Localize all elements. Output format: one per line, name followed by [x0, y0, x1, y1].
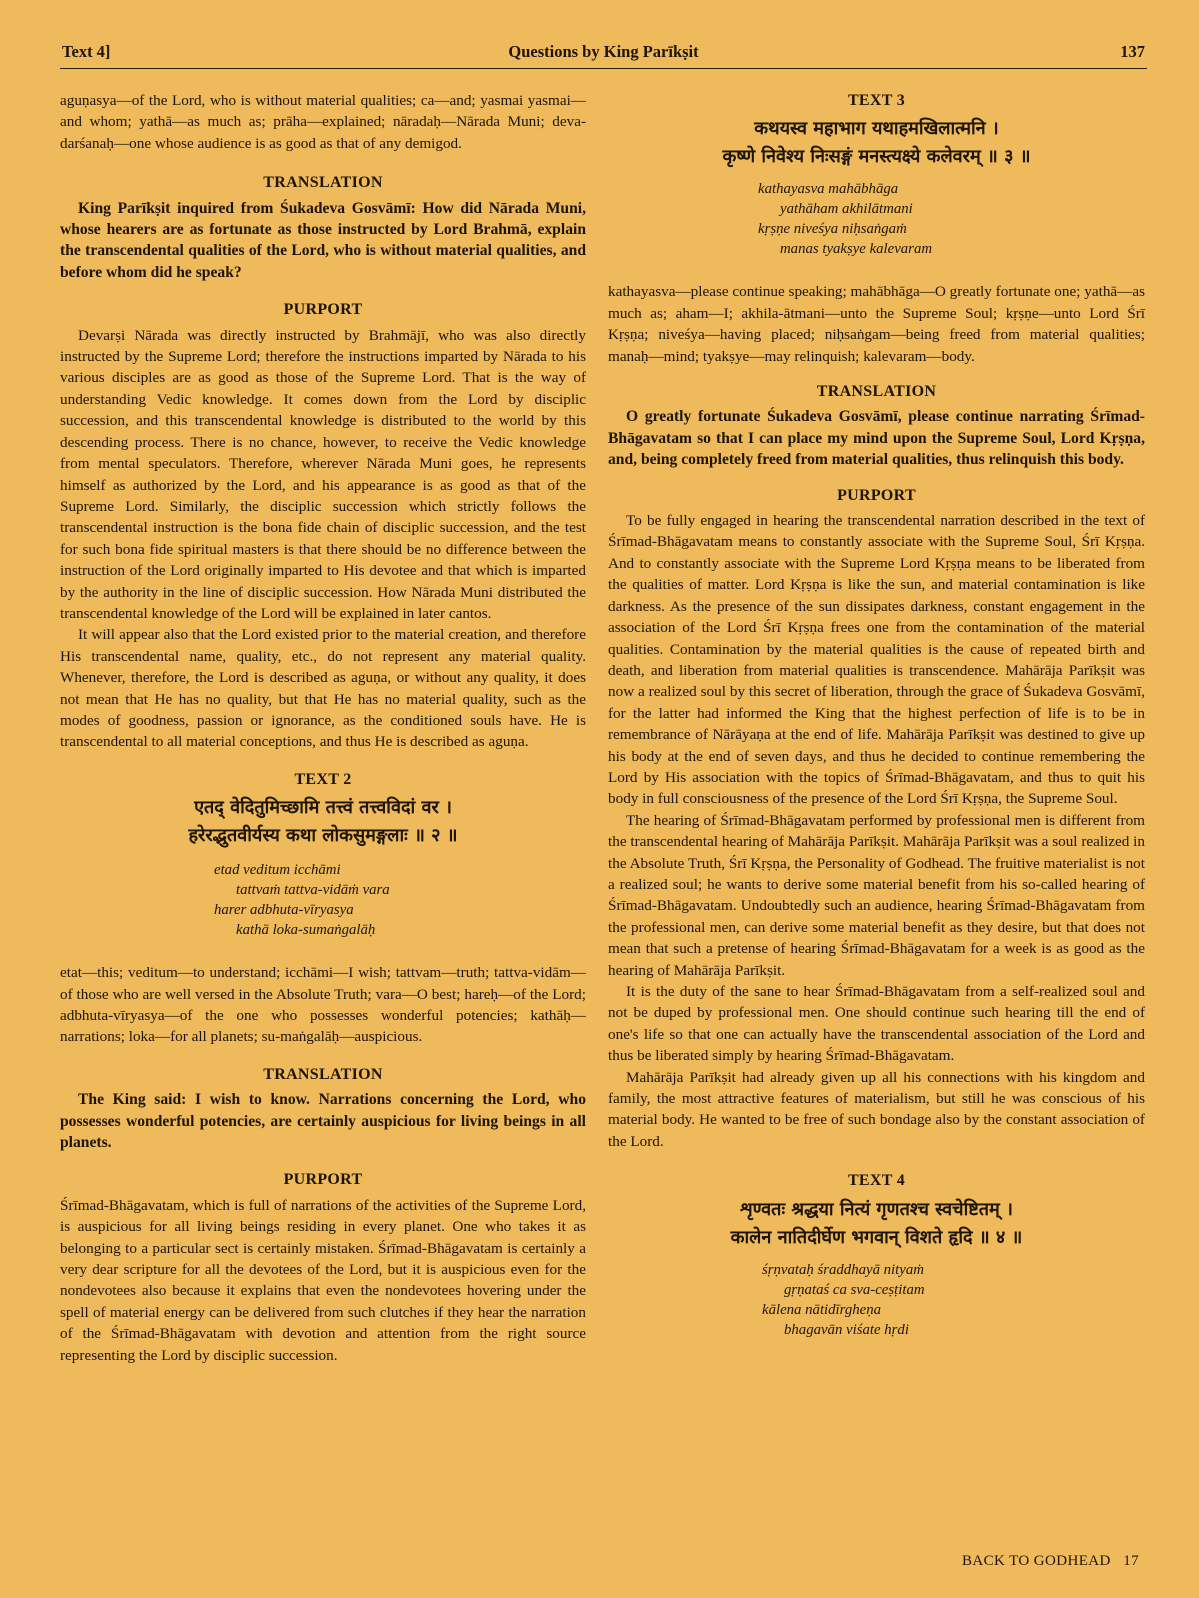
text-4-sanskrit [608, 1196, 1145, 1252]
verse-line: etad veditum icchāmi [214, 862, 341, 879]
purport-3-para-4: Mahārāja Parīkṣit had already given up all his connections with his kingdom and family, the most attractive features of materialism, but still he was conscious of his material body. He wanted to be free of such bondage also by the constant association of the Lord. [608, 1068, 1145, 1150]
purport-heading-2: PURPORT [283, 1171, 363, 1189]
purport-3-para-1: To be fully engaged in hearing the transcendental narration described in the text of Śrīmad-Bhāgavatam means to constantly associate with the Supreme Soul, Śrī Kṛṣṇa. And to constantly associate with the Supreme Lord Kṛṣṇa means to be liberated from the qualities of matter. Lord Kṛṣṇa is like the sun, and material contamination is like darkness. As the presence of the sun dissipates darkness, constant engagement in the association of the Lord Śrī Kṛṣṇa frees one from the contamination of the material qualities. Contamination by the material qualities is the cause of repeated birth and death, and liberation from material qualities is transcendence. Mahārāja Parīkṣit was now a realized soul by this secret of liberation, through the grace of Śukadeva Gosvāmī, for the latter had informed the King that the highest perfection of life is to be in remembrance of Nārāyaṇa at the end of life. Mahārāja Parīkṣit was destined to give up his body at the end of seven days, and thus he decided to continue remembering the Lord by His association with the topics of Śrīmad-Bhāgavatam, and thus to quit his body in full consciousness of the presence of the Lord Śrī Kṛṣṇa, the Supreme Soul. [608, 512, 1145, 808]
translation-1: King Parīkṣit inquired from Śukadeva Gosvāmī: How did Nārada Muni, whose hearers are as fortunate as those instructed by Lord Brahmā, explain the transcendental qualities of the Lord, who is without material qualities, and before whom did he speak? [60, 199, 586, 281]
purport-3-para-2: The hearing of Śrīmad-Bhāgavatam performed by professional men is different from the transcendental hearing of Mahārāja Parīkṣit. Mahārāja Parīkṣit was a soul realized in the Absolute Truth, Śrī Kṛṣṇa, the Personality of Godhead. The fruitive materialist is not a realized soul; he wants to derive some material benefit from his so-called hearing of Śrīmad-Bhāgavatam. Undoubtedly such an audience, hearing Śrīmad-Bhāgavatam from the professional men, can derive some material benefit as they desire, but that does not mean that such a pretense of hearing Śrīmad-Bhāgavatam for a week is as good as the hearing of Mahārāja Parīkṣit. [608, 811, 1145, 979]
translation-2: The King said: I wish to know. Narrations concerning the Lord, who possesses wonderful potencies, are certainly auspicious for living beings in all planets. [60, 1091, 586, 1152]
left-column [60, 90, 586, 1366]
verse-line: kālena nātidīrgheṇa [762, 1301, 882, 1318]
word-for-word-1: aguṇasya—of the Lord, who is without material qualities; ca—and; yasmai yasmai—and whom; yathā—as much as; prāha—explained; nāradaḥ—Nārada Muni; deva-darśanaḥ—one whose audience is as good as that of any demigod. [60, 92, 586, 152]
purport-heading-3: PURPORT [837, 486, 916, 504]
verse-line: kathā loka-sumaṅgalāḥ [236, 922, 376, 939]
header-text-ref: Text 4] [62, 42, 111, 61]
text-3-sanskrit [608, 115, 1145, 171]
text-2-heading: TEXT 2 [294, 770, 352, 788]
purport-3-para-3: It is the duty of the sane to hear Śrīmad-Bhāgavatam from a self-realized soul and not be duped by professional men. One should continue such hearing till the end of one's life so that one can actually have the transcendental association of the Lord and thus be liberated simply by hearing Śrīmad-Bhāgavatam. [608, 983, 1145, 1065]
magazine-footer: BACK TO GODHEAD 17 [961, 1553, 1139, 1569]
running-header [62, 42, 1145, 66]
word-for-word-2: etat—this; veditum—to understand; icchāmi—I wish; tattvam—truth; tattva-vidām—of those who are well versed in the Absolute Truth; vara—O best; hareḥ—of the Lord; adbhuta-vīryasya—of the one who possesses wonderful potencies; kathāḥ—narrations; loka—for all planets; su-maṅgalāḥ—auspicious. [60, 964, 586, 1046]
sanskrit-line: कथयस्व महाभाग यथाहमखिलात्मनि । [754, 118, 999, 140]
header-page-number: 137 [1120, 42, 1145, 61]
verse-line: bhagavān viśate hṛdi [784, 1321, 909, 1338]
translation-heading-3: TRANSLATION [816, 383, 937, 401]
purport-1-para-1: Devarṣi Nārada was directly instructed by Brahmājī, who was also directly instructed by the Supreme Lord; therefore the instructions imparted by Nārada to his various disciples are as good as those of the Supreme Lord. That is the way of understanding Vedic knowledge. It comes down from the Lord by disciplic succession, and this transcendental knowledge is distributed to the world by this descending process. There is no chance, however, to receive the Vedic knowledge from mental speculators. Therefore, wherever Nārada Muni goes, he represents himself as authorized by the Lord, and his appearance is as good as that of the Supreme Lord. Similarly, the disciplic succession which strictly follows the transcendental instruction is the bona fide chain of disciplic succession, and the test for such bona fide spiritual masters is that there should be no difference between the instruction of the Lord originally imparted to His devotee and that which is imparted by the authority in the line of disciplic succession. How Nārada Muni distributed the transcendental knowledge of the Lord will be explained in later cantos. [60, 326, 586, 622]
text-3-heading: TEXT 3 [847, 92, 906, 109]
purport-1-para-2: It will appear also that the Lord existed prior to the material creation, and therefore His transcendental name, quality, etc., do not represent any material quality. Whenever, therefore, the Lord is described as aguṇa, or without any quality, it does not mean that He has no quality, but that He has no material quality, such as the modes of goodness, passion or ignorance, as the conditioned souls have. He is transcendental to all material conceptions, and thus He is described as aguṇa. [60, 626, 586, 751]
purport-heading-1: PURPORT [283, 301, 363, 319]
text-2-transliteration [214, 860, 586, 940]
verse-line: harer adbhuta-vīryasya [214, 902, 354, 919]
verse-line: manas tyakṣye kalevaram [780, 241, 933, 258]
verse-line: śṛṇvataḥ śraddhayā nityaṁ [762, 1261, 924, 1278]
sanskrit-line: कालेन नातिदीर्घेण भगवान् विशते हृदि ॥ ४ ॥ [730, 1226, 1023, 1248]
text-2-sanskrit [60, 794, 586, 850]
translation-heading-2: TRANSLATION [263, 1065, 383, 1083]
sanskrit-line: एतद् वेदितुमिच्छामि तत्त्वं तत्त्वविदां वर । [194, 797, 452, 819]
verse-line: kṛṣṇe niveśya niḥsaṅgaṁ [758, 221, 907, 238]
header-rule [60, 68, 1147, 69]
sanskrit-line: कृष्णे निवेश्य निःसङ्गं मनस्त्यक्ष्ये कलेवरम् ॥ ३ ॥ [722, 146, 1031, 168]
verse-line: tattvaṁ tattva-vidāṁ vara [236, 882, 390, 899]
verse-line: kathayasva mahābhāga [758, 181, 899, 198]
right-column [608, 90, 1145, 1340]
header-chapter-title: Questions by King Parīkṣit [508, 42, 699, 61]
verse-line: yathāham akhilātmani [780, 201, 913, 218]
translation-3: O greatly fortunate Śukadeva Gosvāmī, please continue narrating Śrīmad-Bhāgavatam so that I can place my mind upon the Supreme Soul, Lord Kṛṣṇa, and, being completely freed from material qualities, thus relinquish this body. [608, 408, 1145, 469]
sanskrit-line: शृण्वतः श्रद्धया नित्यं गृणतश्च स्वचेष्टितम् । [740, 1198, 1013, 1220]
word-for-word-3: kathayasva—please continue speaking; mahābhāga—O greatly fortunate one; yathā—as much as; aham—I; akhila-ātmani—unto the Supreme Soul; kṛṣṇe—unto Lord Śrī Kṛṣṇa; niveśya—having placed; niḥsaṅgam—being freed from material qualities; manaḥ—mind; tyakṣye—may relinquish; kalevaram—body. [608, 283, 1145, 365]
purport-2: Śrīmad-Bhāgavatam, which is full of narrations of the activities of the Supreme Lord, is auspicious for all living beings residing in every planet. One who takes it as belonging to a particular sect is certainly mistaken. Śrīmad-Bhāgavatam is certainly a very dear scripture for all the devotees of the Lord, but it is auspicious even for the nondevotees also because it explains that even the nondevotees hovering under the spell of material energy can be delivered from such clutches if they hear the narration of the Śrīmad-Bhāgavatam with devotion and attention from the right source representing the Lord by disciplic succession. [60, 1196, 586, 1364]
text-4-transliteration [762, 1260, 1145, 1340]
text-3-transliteration [758, 179, 1145, 259]
sanskrit-line: हरेरद्भुतवीर्यस्य कथा लोकसुमङ्गलाः ॥ २ ॥ [188, 825, 458, 847]
translation-heading-1: TRANSLATION [263, 174, 383, 192]
text-4-heading: TEXT 4 [847, 1172, 906, 1190]
verse-line: gṛṇataś ca sva-ceṣṭitam [784, 1281, 925, 1298]
